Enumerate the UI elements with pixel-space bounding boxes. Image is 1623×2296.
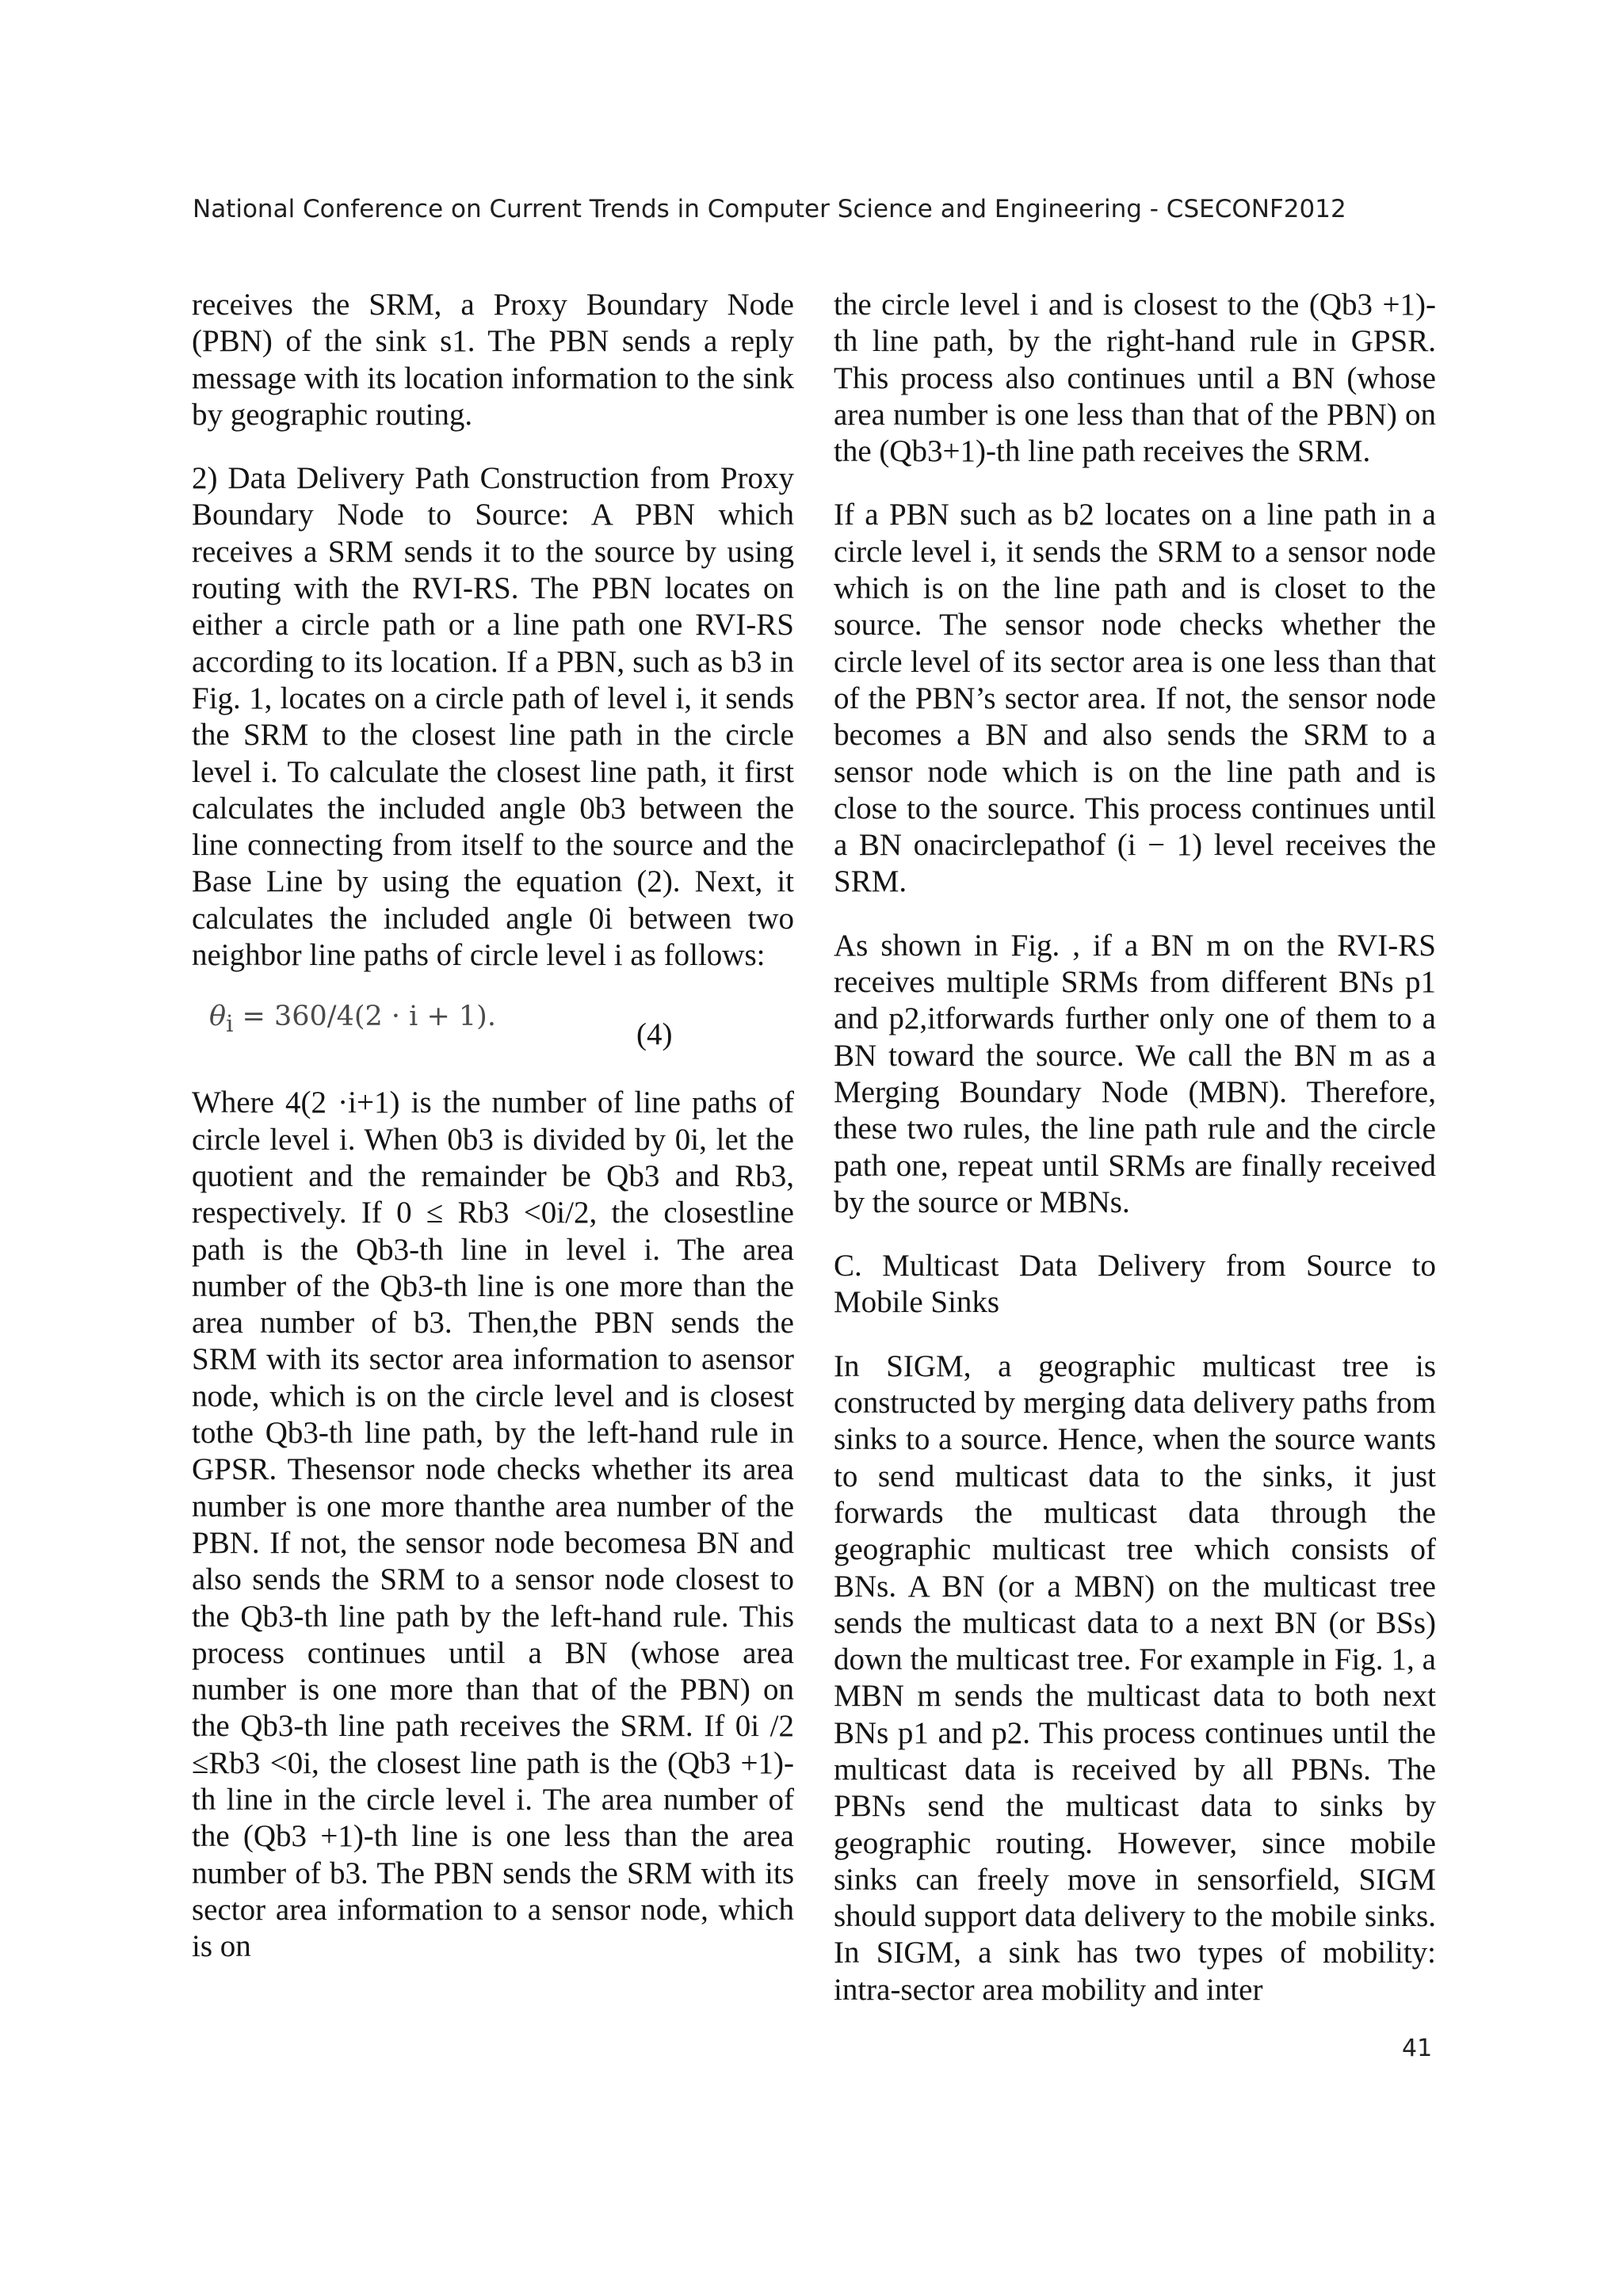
left-column (192, 287, 794, 1965)
section-heading: C. Multicast Data Delivery from Source to Mobile Sinks (834, 1249, 1436, 1320)
paragraph: Where 4(2 ·i+1) is the number of line paths of circle level i. When 0b3 is divided by 0i, let the quotient and the remainder be Qb3 and Rb3, respectively. If 0 ≤ Rb3 <0i/2, the closestline path is the Qb3-th line in level i. The area number of the Qb3-th line is one more than the area number of b3. Then,the PBN sends the SRM with its sector area information to asensor node, which is on the circle level and is closest tothe Qb3-th line path, by the left-hand rule in GPSR. Thesensor node checks whether its area number is one more thanthe area number of the PBN. If not, the sensor node becomesa BN and also sends the SRM to a sensor node closest to the Qb3-th line path by the left-hand rule. This process continues until a BN (whose area number is one more than that of the PBN) on the Qb3-th line path receives the SRM. If 0i /2 ≤Rb3 <0i, the closest line path is the (Qb3 +1)-th line in the circle level i. The area number of the (Qb3 +1)-th line is one less than the area number of b3. The PBN sends the SRM with its sector area information to a sensor node, which is on (192, 1085, 794, 1964)
paragraph: receives the SRM, a Proxy Boundary Node (PBN) of the sink s1. The PBN sends a reply message with its location information to the sink by geographic routing. (192, 288, 794, 432)
right-column (834, 287, 1436, 2008)
equation-number: (4) (636, 1017, 673, 1052)
paragraph: 2) Data Delivery Path Construction from Proxy Boundary Node to Source: A PBN which receives a SRM sends it to the source by using routing with the RVI-RS. The PBN locates on either a circle path or a line path one RVI-RS according to its location. If a PBN, such as b3 in Fig. 1, locates on a circle path of level i, it sends the SRM to the closest line path in the circle level i. To calculate the closest line path, it first calculates the included angle 0b3 between the line connecting from itself to the source and the Base Line by using the equation (2). Next, it calculates the included angle 0i between two neighbor line paths of circle level i as follows: (192, 461, 794, 973)
equation-subscript: i (226, 1010, 234, 1038)
equation-lhs: θ (209, 1001, 227, 1033)
paragraph: As shown in Fig. , if a BN m on the RVI-RS receives multiple SRMs from different BNs p1 and p2,itforwards further only one of them to a BN toward the source. We call the BN m as a Merging Boundary Node (MBN). Therefore, these two rules, the line path rule and the circle path one, repeat until SRMs are finally received by the source or MBNs. (834, 928, 1436, 1219)
paragraph: In SIGM, a geographic multicast tree is constructed by merging data delivery paths from sinks to a source. Hence, when the source wants to send multicast data to the sinks, it just forwards the multicast data through the geographic multicast tree which consists of BNs. A BN (or a MBN) on the multicast tree sends the multicast data to a next BN (or BSs) down the multicast tree. For example in Fig. 1, a MBN m sends the multicast data to both next BNs p1 and p2. This process continues until the multicast data is received by all PBNs. The PBNs send the multicast data to sinks by geographic routing. However, since mobile sinks can freely move in sensorfield, SIGM should support data delivery to the mobile sinks. In SIGM, a sink has two types of mobility: intra-sector area mobility and inter (834, 1348, 1436, 2007)
equation-rhs: = 360/4(2 · i + 1). (233, 1001, 496, 1033)
paragraph: the circle level i and is closest to the (Qb3 +1)-th line path, by the right-hand rule in GPSR. This process also continues until a BN (whose area number is one less than that of the PBN) on the (Qb3+1)-th line path receives the SRM. (834, 288, 1436, 469)
equation-formula (209, 997, 496, 1043)
paragraph: If a PBN such as b2 locates on a line path in a circle level i, it sends the SRM to a sensor node which is on the line path and is closet to the source. The sensor node checks whether the circle level of its sector area is one less than that of the PBN’s sector area. If not, the sensor node becomes a BN and also sends the SRM to a sensor node which is on the line path and is close to the source. This process continues until a BN onacirclepathof (i − 1) level receives the SRM. (834, 498, 1436, 899)
running-header: National Conference on Current Trends in Computer Science and Engineering - CSECONF2012 (193, 195, 1346, 223)
page-number: 41 (1402, 2035, 1433, 2062)
equation-4 (192, 997, 794, 1061)
